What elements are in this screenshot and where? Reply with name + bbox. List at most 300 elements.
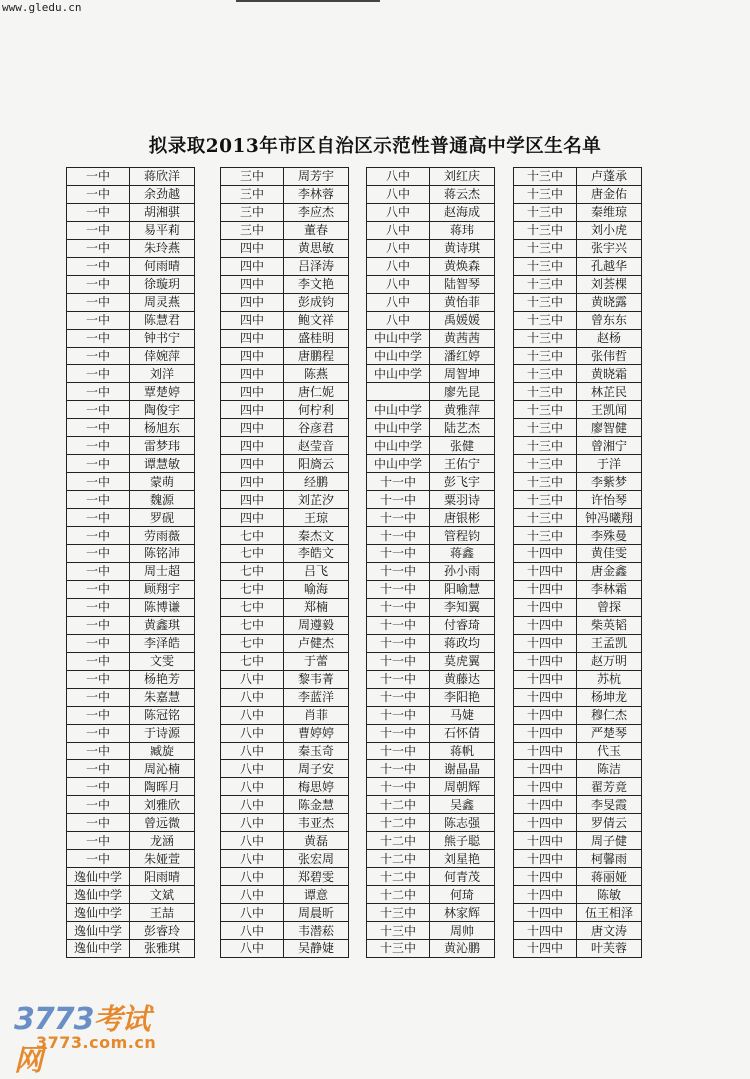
table-row: [67, 850, 195, 868]
table-row: [367, 437, 495, 455]
table-row: [514, 742, 642, 760]
table-row: [514, 562, 642, 580]
student-name-cell: 刘小虎: [577, 221, 642, 239]
student-name-cell: 陈铭沛: [130, 545, 195, 563]
school-cell: 十三中: [514, 329, 577, 347]
table-row: [67, 527, 195, 545]
table-row: [367, 329, 495, 347]
student-name-cell: 张雅琪: [130, 939, 195, 957]
student-name-cell: 胡湘骐: [130, 203, 195, 221]
table-row: [514, 168, 642, 186]
school-cell: 中山中学: [367, 455, 430, 473]
student-name-cell: 刘雅欣: [130, 796, 195, 814]
school-cell: 十一中: [367, 509, 430, 527]
student-name-cell: 黄晓露: [577, 293, 642, 311]
school-cell: 四中: [221, 347, 284, 365]
school-cell: 一中: [67, 203, 130, 221]
student-name-cell: 潘红婷: [430, 347, 495, 365]
table-row: [67, 168, 195, 186]
school-cell: 三中: [221, 221, 284, 239]
table-row: [514, 383, 642, 401]
table-row: [514, 904, 642, 922]
table-row: [221, 509, 349, 527]
student-name-cell: 苏杭: [577, 670, 642, 688]
student-name-cell: 黄晓霜: [577, 365, 642, 383]
table-row: [67, 886, 195, 904]
roster-table-1: [66, 167, 195, 958]
school-cell: 八中: [221, 796, 284, 814]
student-name-cell: 王凯闻: [577, 401, 642, 419]
student-name-cell: 李林蓉: [284, 185, 349, 203]
student-name-cell: 蒋欣洋: [130, 168, 195, 186]
student-name-cell: 何琦: [430, 886, 495, 904]
table-row: [367, 491, 495, 509]
table-row: [221, 455, 349, 473]
student-name-cell: 李阳艳: [430, 688, 495, 706]
school-cell: 十四中: [514, 868, 577, 886]
school-cell: 十三中: [514, 311, 577, 329]
school-cell: 十三中: [514, 185, 577, 203]
table-row: [514, 868, 642, 886]
table-row: [221, 742, 349, 760]
student-name-cell: 劳雨薇: [130, 527, 195, 545]
school-cell: 一中: [67, 347, 130, 365]
logo-cn: 考试网: [14, 1002, 150, 1077]
student-name-cell: 倖婉萍: [130, 347, 195, 365]
school-cell: 十四中: [514, 598, 577, 616]
school-cell: 十一中: [367, 652, 430, 670]
table-row: [514, 455, 642, 473]
school-cell: 四中: [221, 257, 284, 275]
table-row: [514, 293, 642, 311]
table-row: [67, 347, 195, 365]
student-name-cell: 覃楚婷: [130, 383, 195, 401]
table-row: [221, 527, 349, 545]
table-row: [221, 203, 349, 221]
student-name-cell: 严楚琴: [577, 724, 642, 742]
school-cell: 八中: [221, 832, 284, 850]
school-cell: 十四中: [514, 796, 577, 814]
school-cell: 一中: [67, 652, 130, 670]
student-name-cell: 文斌: [130, 886, 195, 904]
student-name-cell: 王孟凯: [577, 634, 642, 652]
school-cell: 十二中: [367, 814, 430, 832]
school-cell: 八中: [367, 293, 430, 311]
table-row: [514, 257, 642, 275]
school-cell: 十三中: [514, 455, 577, 473]
table-row: [67, 311, 195, 329]
school-cell: 十三中: [514, 239, 577, 257]
student-name-cell: 罗砚: [130, 509, 195, 527]
student-name-cell: 李旻霞: [577, 796, 642, 814]
school-cell: 逸仙中学: [67, 868, 130, 886]
table-row: [514, 239, 642, 257]
school-cell: 八中: [221, 688, 284, 706]
table-row: [221, 329, 349, 347]
table-row: [367, 221, 495, 239]
table-row: [514, 473, 642, 491]
student-name-cell: 唐银彬: [430, 509, 495, 527]
school-cell: 十二中: [367, 868, 430, 886]
student-name-cell: 张伟哲: [577, 347, 642, 365]
table-row: [367, 562, 495, 580]
table-row: [367, 598, 495, 616]
school-cell: 十三中: [367, 939, 430, 957]
school-cell: 十一中: [367, 598, 430, 616]
student-name-cell: 熊子聪: [430, 832, 495, 850]
table-row: [221, 598, 349, 616]
school-cell: 十一中: [367, 527, 430, 545]
school-cell: 一中: [67, 168, 130, 186]
school-cell: 一中: [67, 814, 130, 832]
student-name-cell: 马婕: [430, 706, 495, 724]
student-name-cell: 黄藤达: [430, 670, 495, 688]
school-cell: 一中: [67, 778, 130, 796]
school-cell: 十四中: [514, 904, 577, 922]
school-cell: 十一中: [367, 491, 430, 509]
table-row: [221, 473, 349, 491]
school-cell: 四中: [221, 473, 284, 491]
table-row: [367, 670, 495, 688]
table-row: [367, 616, 495, 634]
school-cell: 十三中: [367, 904, 430, 922]
school-cell: 十一中: [367, 616, 430, 634]
table-row: [221, 796, 349, 814]
school-cell: 一中: [67, 796, 130, 814]
student-name-cell: 吕飞: [284, 562, 349, 580]
student-name-cell: 陈慧君: [130, 311, 195, 329]
student-name-cell: 曾远微: [130, 814, 195, 832]
table-row: [221, 401, 349, 419]
table-row: [221, 275, 349, 293]
student-name-cell: 黄焕森: [430, 257, 495, 275]
table-row: [367, 652, 495, 670]
school-cell: 十三中: [514, 293, 577, 311]
student-name-cell: 唐仁妮: [284, 383, 349, 401]
school-cell: 三中: [221, 168, 284, 186]
student-name-cell: 陶俊宇: [130, 401, 195, 419]
school-cell: 十一中: [367, 562, 430, 580]
school-cell: 一中: [67, 742, 130, 760]
student-name-cell: 林芷民: [577, 383, 642, 401]
table-row: [367, 580, 495, 598]
table-row: [221, 257, 349, 275]
student-name-cell: 黄磊: [284, 832, 349, 850]
school-cell: 十四中: [514, 670, 577, 688]
student-name-cell: 韦亚杰: [284, 814, 349, 832]
student-name-cell: 卢健杰: [284, 634, 349, 652]
school-cell: 一中: [67, 293, 130, 311]
student-name-cell: 秦维琼: [577, 203, 642, 221]
school-cell: 十一中: [367, 724, 430, 742]
table-row: [367, 922, 495, 940]
student-name-cell: 黎韦菁: [284, 670, 349, 688]
school-cell: 一中: [67, 598, 130, 616]
school-cell: 四中: [221, 293, 284, 311]
student-name-cell: 杨坤龙: [577, 688, 642, 706]
table-row: [367, 796, 495, 814]
school-cell: 一中: [67, 616, 130, 634]
table-row: [221, 347, 349, 365]
school-cell: 四中: [221, 365, 284, 383]
table-row: [367, 168, 495, 186]
student-name-cell: 叶芙蓉: [577, 939, 642, 957]
table-row: [367, 419, 495, 437]
school-cell: 一中: [67, 850, 130, 868]
school-cell: 四中: [221, 311, 284, 329]
student-name-cell: 何青茂: [430, 868, 495, 886]
table-row: [221, 383, 349, 401]
school-cell: 四中: [221, 509, 284, 527]
school-cell: 十四中: [514, 760, 577, 778]
school-cell: 十一中: [367, 670, 430, 688]
school-cell: 七中: [221, 616, 284, 634]
school-cell: 八中: [221, 886, 284, 904]
school-cell: 八中: [367, 257, 430, 275]
school-cell: 十四中: [514, 724, 577, 742]
student-name-cell: 文雯: [130, 652, 195, 670]
table-row: [67, 760, 195, 778]
table-row: [367, 383, 495, 401]
school-cell: 一中: [67, 257, 130, 275]
student-name-cell: 周子安: [284, 760, 349, 778]
student-name-cell: 朱娅萱: [130, 850, 195, 868]
student-name-cell: 吴静婕: [284, 939, 349, 957]
table-row: [221, 778, 349, 796]
school-cell: 十二中: [367, 796, 430, 814]
student-name-cell: 鲍文祥: [284, 311, 349, 329]
table-row: [67, 491, 195, 509]
school-cell: 一中: [67, 311, 130, 329]
school-cell: 八中: [367, 311, 430, 329]
table-row: [67, 401, 195, 419]
school-cell: 七中: [221, 562, 284, 580]
table-row: [514, 437, 642, 455]
school-cell: 八中: [221, 724, 284, 742]
school-cell: 十三中: [514, 437, 577, 455]
student-name-cell: 蒋云杰: [430, 185, 495, 203]
site-logo[interactable]: [14, 997, 174, 1077]
student-name-cell: 周灵燕: [130, 293, 195, 311]
school-cell: 中山中学: [367, 329, 430, 347]
school-cell: 中山中学: [367, 347, 430, 365]
school-cell: 十一中: [367, 778, 430, 796]
student-name-cell: 钟冯曦翔: [577, 509, 642, 527]
student-name-cell: 赵杨: [577, 329, 642, 347]
student-name-cell: 李蓝洋: [284, 688, 349, 706]
table-row: [67, 275, 195, 293]
student-name-cell: 廖先昆: [430, 383, 495, 401]
table-row: [67, 419, 195, 437]
table-row: [367, 814, 495, 832]
table-row: [367, 473, 495, 491]
table-row: [221, 562, 349, 580]
table-row: [221, 939, 349, 957]
student-name-cell: 曾东东: [577, 311, 642, 329]
school-cell: 一中: [67, 688, 130, 706]
table-row: [221, 688, 349, 706]
school-cell: 三中: [221, 203, 284, 221]
table-row: [221, 185, 349, 203]
school-cell: 七中: [221, 634, 284, 652]
school-cell: 十三中: [514, 383, 577, 401]
school-cell: 四中: [221, 275, 284, 293]
table-row: [514, 850, 642, 868]
student-name-cell: 魏源: [130, 491, 195, 509]
table-row: [514, 419, 642, 437]
table-row: [367, 545, 495, 563]
school-cell: 十四中: [514, 778, 577, 796]
school-cell: 十三中: [514, 401, 577, 419]
student-name-cell: 梅思婷: [284, 778, 349, 796]
student-name-cell: 李林霜: [577, 580, 642, 598]
student-name-cell: 王喆: [130, 904, 195, 922]
student-name-cell: 董春: [284, 221, 349, 239]
school-cell: 一中: [67, 401, 130, 419]
student-name-cell: 管程钧: [430, 527, 495, 545]
student-name-cell: 张宇兴: [577, 239, 642, 257]
table-row: [514, 760, 642, 778]
school-cell: 十一中: [367, 634, 430, 652]
school-cell: 十三中: [514, 275, 577, 293]
table-row: [514, 688, 642, 706]
school-cell: 十三中: [514, 221, 577, 239]
student-name-cell: 徐璇玥: [130, 275, 195, 293]
student-name-cell: 曹婷婷: [284, 724, 349, 742]
school-cell: 逸仙中学: [67, 886, 130, 904]
school-cell: 十一中: [367, 742, 430, 760]
school-cell: 七中: [221, 580, 284, 598]
school-cell: 一中: [67, 329, 130, 347]
student-name-cell: 张宏周: [284, 850, 349, 868]
school-cell: 一中: [67, 562, 130, 580]
school-cell: 一中: [67, 509, 130, 527]
student-name-cell: 秦玉奇: [284, 742, 349, 760]
table-row: [367, 868, 495, 886]
student-name-cell: 黄怡菲: [430, 293, 495, 311]
table-row: [221, 221, 349, 239]
student-name-cell: 何柠利: [284, 401, 349, 419]
table-row: [221, 760, 349, 778]
student-name-cell: 柴英韬: [577, 616, 642, 634]
school-cell: 十四中: [514, 922, 577, 940]
table-row: [514, 580, 642, 598]
table-row: [367, 832, 495, 850]
table-row: [514, 796, 642, 814]
school-cell: 八中: [367, 185, 430, 203]
student-name-cell: 孙小雨: [430, 562, 495, 580]
table-row: [367, 455, 495, 473]
student-name-cell: 赵莹音: [284, 437, 349, 455]
school-cell: 一中: [67, 437, 130, 455]
table-row: [367, 778, 495, 796]
student-name-cell: 周遵毅: [284, 616, 349, 634]
table-row: [221, 293, 349, 311]
table-row: [67, 562, 195, 580]
school-cell: 三中: [221, 185, 284, 203]
school-cell: 八中: [367, 239, 430, 257]
table-row: [514, 275, 642, 293]
table-row: [514, 598, 642, 616]
school-cell: 七中: [221, 598, 284, 616]
school-cell: 十四中: [514, 580, 577, 598]
table-row: [514, 832, 642, 850]
table-row: [367, 850, 495, 868]
table-row: [67, 634, 195, 652]
student-name-cell: 穆仁杰: [577, 706, 642, 724]
student-name-cell: 周智坤: [430, 365, 495, 383]
student-name-cell: 黄思敏: [284, 239, 349, 257]
student-name-cell: 周子健: [577, 832, 642, 850]
table-row: [367, 527, 495, 545]
student-name-cell: 陈志强: [430, 814, 495, 832]
school-cell: 十四中: [514, 562, 577, 580]
table-row: [67, 688, 195, 706]
school-cell: 十四中: [514, 652, 577, 670]
school-cell: 十四中: [514, 545, 577, 563]
school-cell: 八中: [221, 706, 284, 724]
school-cell: 十三中: [514, 365, 577, 383]
school-cell: 一中: [67, 185, 130, 203]
student-name-cell: 郑楠: [284, 598, 349, 616]
table-row: [221, 652, 349, 670]
student-name-cell: 陈燕: [284, 365, 349, 383]
school-cell: 四中: [221, 383, 284, 401]
table-row: [67, 652, 195, 670]
student-name-cell: 陈敏: [577, 886, 642, 904]
school-cell: 中山中学: [367, 419, 430, 437]
student-name-cell: 周帅: [430, 922, 495, 940]
school-cell: 一中: [67, 545, 130, 563]
school-cell: 十四中: [514, 706, 577, 724]
school-cell: 中山中学: [367, 365, 430, 383]
student-name-cell: 李皓文: [284, 545, 349, 563]
student-name-cell: 陈博谦: [130, 598, 195, 616]
table-row: [514, 706, 642, 724]
student-name-cell: 蒋鑫: [430, 545, 495, 563]
table-row: [67, 293, 195, 311]
table-row: [514, 545, 642, 563]
school-cell: 一中: [67, 832, 130, 850]
table-row: [67, 509, 195, 527]
student-name-cell: 唐金佑: [577, 185, 642, 203]
table-row: [67, 365, 195, 383]
school-cell: 十四中: [514, 850, 577, 868]
school-cell: 八中: [367, 275, 430, 293]
student-name-cell: 吕泽涛: [284, 257, 349, 275]
table-row: [67, 437, 195, 455]
student-name-cell: 盛桂明: [284, 329, 349, 347]
table-row: [367, 706, 495, 724]
school-cell: 十三中: [514, 527, 577, 545]
table-row: [221, 922, 349, 940]
school-cell: 十四中: [514, 742, 577, 760]
table-row: [221, 437, 349, 455]
table-row: [367, 239, 495, 257]
student-name-cell: 于洋: [577, 455, 642, 473]
student-name-cell: 石怀倩: [430, 724, 495, 742]
roster-table-4: [513, 167, 642, 958]
table-row: [221, 904, 349, 922]
school-cell: 七中: [221, 527, 284, 545]
school-cell: 十四中: [514, 688, 577, 706]
school-cell: 四中: [221, 239, 284, 257]
student-name-cell: 黄茜茜: [430, 329, 495, 347]
student-name-cell: 代玉: [577, 742, 642, 760]
student-name-cell: 周士超: [130, 562, 195, 580]
school-cell: 一中: [67, 760, 130, 778]
table-row: [221, 868, 349, 886]
